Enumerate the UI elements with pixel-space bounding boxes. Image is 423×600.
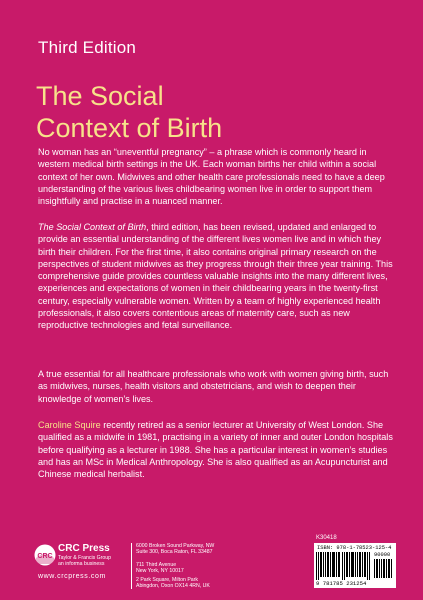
address-line: Abingdon, Oxon OX14 4RN, UK — [136, 583, 210, 589]
barcode-box — [314, 543, 396, 588]
address-new-york — [136, 562, 184, 574]
publisher-divider — [131, 543, 132, 589]
blurb-paragraph-2-text: , third edition, has been revised, updated and enlarged to provide an essential understanding of the different lives women live and in which they birth their children. For the first time, it also contains original primary research on the perspectives of student midwives as they progress through their three year training. This comprehensive guide provides countless valuable insights into the many different lives, experiences and expectations of women in their childbearing years in the twenty-first century, especially vulnerable women. Written by a team of highly experienced health professionals, it also covers contentious areas of maternity care, such as new reproductive technologies and fetal surveillance. — [38, 222, 393, 331]
address-uk — [136, 577, 210, 589]
blurb-paragraph-1: No woman has an “uneventful pregnancy” – a phrase which is commonly heard in western medical birth settings in the UK. Each woman births her child within a social context of her own. Midwives and other health care professionals need to have a deep understanding of the various lives childbearing women live in order to support them insightfully and practise in a nuanced manner. — [38, 147, 385, 207]
address-line: New York, NY 10017 — [136, 568, 184, 574]
publisher-group — [58, 555, 118, 567]
address-line: 6000 Broken Sound Parkway, NW — [136, 543, 215, 549]
author-bio-text: recently retired as a senior lecturer at University of West London. She qualified as a midwife in 1981, practising in a variety of inner and outer London hospitals before qualifying as a lecturer in 1988. She has a particular interest in women’s studies and has an MSc in Medical Anthropology. She is also qualified as an Acupuncturist and Chinese medical herbalist. — [38, 420, 393, 480]
book-title — [36, 80, 222, 144]
blurb-paragraph-3: A true essential for all healthcare professionals who work with women giving birth, such as midwives, nurses, health visitors and obstetricians, and wish to deepen their knowledge of women’s lives. — [38, 369, 389, 404]
ean-barcode-icon — [316, 552, 372, 580]
title-line-1: The Social — [36, 81, 164, 112]
edition-label: Third Edition — [38, 38, 137, 57]
address-line: 711 Third Avenue — [136, 562, 177, 568]
ean-number: 9 781785 231254 — [316, 580, 367, 587]
isbn-text: ISBN: 978-1-78523-125-4 — [317, 545, 392, 551]
book-title-italic: The Social Context of Birth — [38, 222, 147, 232]
address-florida — [136, 543, 214, 555]
title-line-2: Context of Birth — [36, 113, 223, 144]
crc-logo-icon — [34, 544, 56, 566]
price-barcode-icon — [374, 559, 394, 578]
crc-logo-text: CRC — [37, 553, 53, 560]
product-code: K30418 — [316, 535, 337, 541]
publisher-group-line-1: Taylor & Francis Group — [58, 555, 112, 561]
publisher-name: CRC Press — [58, 543, 110, 554]
blurb-paragraph-2 — [38, 221, 398, 332]
author-name: Caroline Squire — [38, 420, 101, 430]
address-line: Suite 300, Boca Raton, FL 33487 — [136, 549, 213, 555]
publisher-url: www.crcpress.com — [38, 573, 106, 580]
address-line: 2 Park Square, Milton Park — [136, 577, 198, 583]
price-code: 90000 — [374, 552, 391, 558]
author-bio — [38, 419, 398, 480]
publisher-group-line-2: an informa business — [58, 561, 105, 567]
